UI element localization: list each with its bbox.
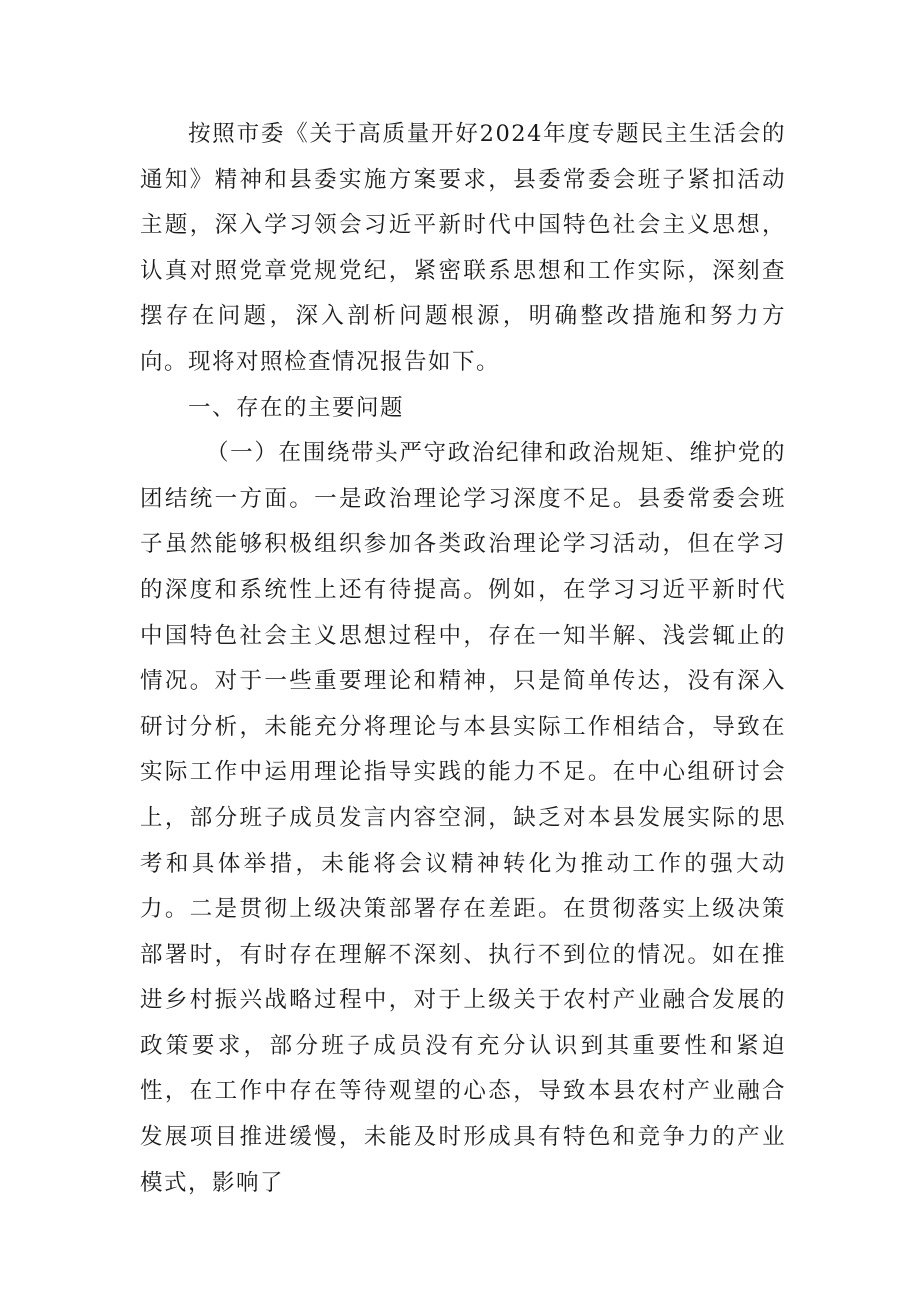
body-paragraph: （一）在围绕带头严守政治纪律和政治规矩、维护党的团结统一方面。一是政治理论学习深度不足。县委常委会班子虽然能够积极组织参加各类政治理论学习活动，但在学习的深度和系统性上还有待提高。例如，在学习习近平新时代中国特色社会主义思想过程中，存在一知半解、浅尝辄止的情况。对于一些重要理论和精神，只是简单传达，没有深入研讨分析，未能充分将理论与本县实际工作相结合，导致在实际工作中运用理论指导实践的能力不足。在中心组研讨会上，部分班子成员发言内容空洞，缺乏对本县发展实际的思考和具体举措，未能将会议精神转化为推动工作的强大动力。二是贯彻上级决策部署存在差距。在贯彻落实上级决策部署时，有时存在理解不深刻、执行不到位的情况。如在推进乡村振兴战略过程中，对于上级关于农村产业融合发展的政策要求，部分班子成员没有充分认识到其重要性和紧迫性，在工作中存在等待观望的心态，导致本县农村产业融合发展项目推进缓慢，未能及时形成具有特色和竞争力的产业模式，影响了 bbox=[140, 440, 786, 1196]
document-body bbox=[140, 112, 786, 1206]
intro-paragraph: 按照市委《关于高质量开好2024年度专题民主生活会的通知》精神和县委实施方案要求，县委常委会班子紧扣活动主题，深入学习领会习近平新时代中国特色社会主义思想，认真对照党章党规党纪，紧密联系思想和工作实际，深刻查摆存在问题，深入剖析问题根源，明确整改措施和努力方向。现将对照检查情况报告如下。 bbox=[140, 121, 786, 375]
section-heading: 一、存在的主要问题 bbox=[188, 394, 405, 421]
